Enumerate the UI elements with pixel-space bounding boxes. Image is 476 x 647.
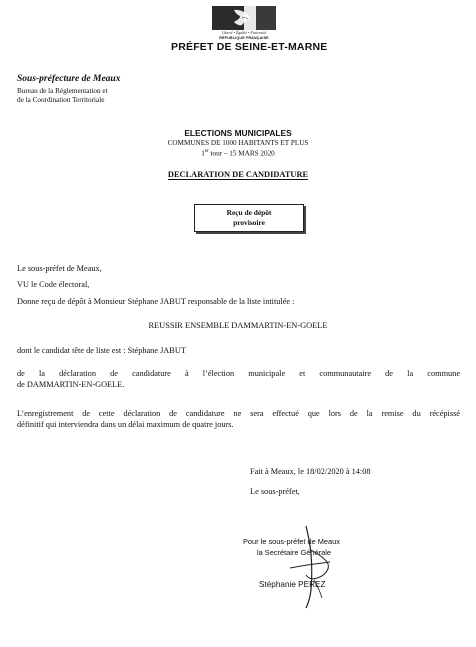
- subprefecture-name: Sous-préfecture de Meaux: [17, 74, 121, 84]
- body-tete-de-liste: dont le candidat tête de liste est : Stéphane JABUT: [17, 346, 186, 355]
- logo-republic: RÉPUBLIQUE FRANÇAISE: [219, 36, 269, 40]
- bureau-line-2: de la Coordination Territoriale: [17, 96, 105, 104]
- body-enregistrement-line-2: définitif qui interviendra dans un délai maximum de quatre jours.: [17, 420, 234, 429]
- receipt-line-2: provisoire: [233, 218, 265, 227]
- list-name: REUSSIR ENSEMBLE DAMMARTIN-EN-GOELE: [148, 321, 328, 330]
- signer-title: Le sous-préfet,: [250, 487, 300, 496]
- body-vu: VU le Code électoral,: [17, 280, 90, 289]
- receipt-line-1: Reçu de dépôt: [226, 208, 272, 217]
- body-declaration-line-2: de DAMMARTIN-EN-GOELE.: [17, 380, 125, 389]
- declaration-title: [0, 170, 476, 179]
- prefect-title: PRÉFET DE SEINE-ET-MARNE: [171, 41, 328, 53]
- election-communes: COMMUNES DE 1000 HABITANTS ET PLUS: [167, 139, 309, 147]
- signature-pour: Pour le sous-préfet de Meaux: [243, 537, 340, 546]
- tour-number: 1: [201, 149, 205, 158]
- body-sous-prefet: Le sous-préfet de Meaux,: [17, 264, 102, 273]
- declaration-title-text: DECLARATION DE CANDIDATURE: [167, 170, 309, 179]
- receipt-box: [194, 204, 304, 232]
- tour-date: tour – 15 MARS 2020: [208, 149, 275, 158]
- fait-a-meaux: Fait à Meaux, le 18/02/2020 à 14:08: [250, 467, 371, 476]
- handwritten-signature: [270, 520, 360, 610]
- body-donne: Donne reçu de dépôt à Monsieur Stéphane JABUT responsable de la liste intitulée :: [17, 297, 295, 306]
- signature-secretaire: la Secrétaire Générale: [257, 548, 331, 557]
- bureau-line-1: Bureau de la Réglementation et: [17, 87, 108, 95]
- body-declaration-line-1: de la déclaration de candidature à l’élection municipale et communautaire de la commune: [17, 369, 460, 378]
- signatory-name: Stéphanie PEREZ: [259, 580, 326, 589]
- marianne-flag-icon: [212, 6, 276, 30]
- tour-suffix: er: [204, 149, 209, 154]
- election-title: ELECTIONS MUNICIPALES: [184, 128, 292, 138]
- marianne-logo: [212, 6, 276, 40]
- election-tour: [0, 149, 476, 157]
- logo-motto: Liberté • Égalité • Fraternité: [221, 31, 267, 35]
- body-enregistrement-line-1: L’enregistrement de cette déclaration de candidature ne sera effectué que lors de la remise du récépissé: [17, 409, 460, 418]
